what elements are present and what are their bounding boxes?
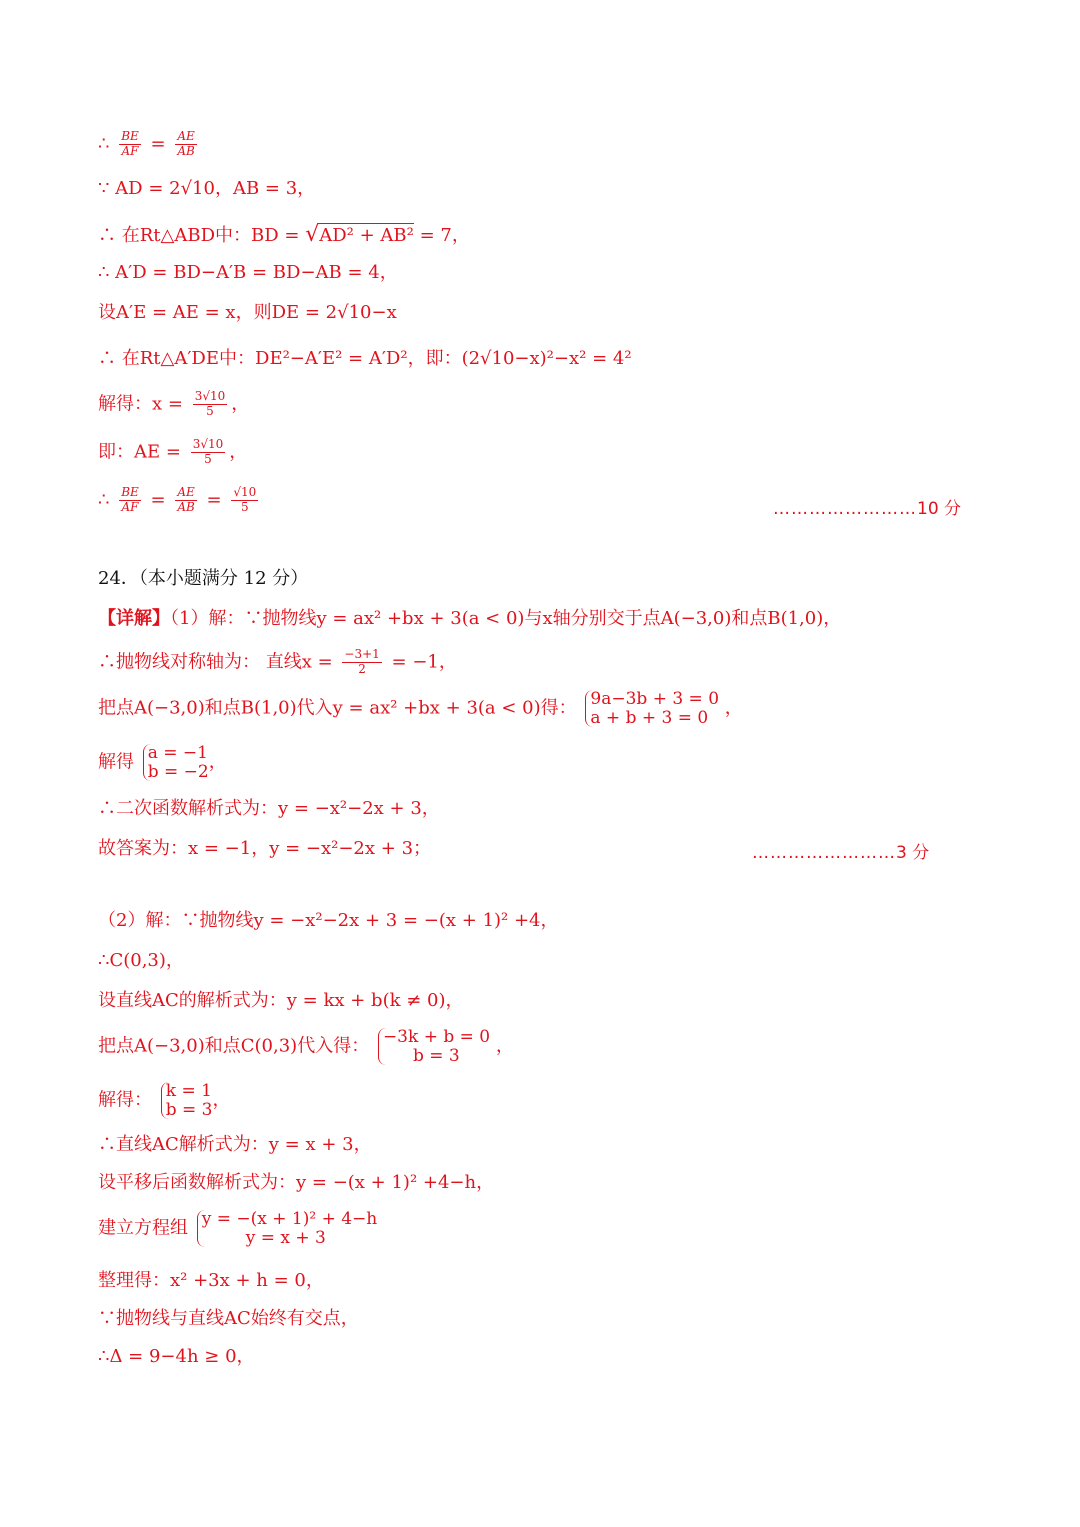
eq-solve-x: 解得：x = $\frac{3√10}{5}$ ， [98,389,250,418]
eq-ad-prime: ∴ A′D = BD−A′B = BD−AB = 4， [98,262,398,283]
eq-solve-kb: 解得： k = 1 b = 3 ， [98,1081,231,1120]
eq-substitute-points: 把点A(−3,0)和点B(1,0)代入y = ax² +bx + 3(a < 0)得： 9a−3b + 3 = 0 a + b + 3 = 0 ， [98,689,743,728]
eq-ratio-result: ∴ $\frac{BE}{AF}$ = $\frac{AE}{AB}$ = $\frac{√10}{5}$ [98,485,257,514]
eq-substitute-ac: 把点A(−3,0)和点C(0,3)代入得： −3k + b = 0 b = 3 ， [98,1027,514,1066]
eq-ae-value: 即：AE = $\frac{3√10}{5}$ ， [98,437,248,466]
question-header: 24．（本小题满分 12 分） [98,568,309,589]
eq-shifted: 设平移后函数解析式为：y = −(x + 1)² +4−h， [98,1172,495,1193]
eq-point-c: ∴C(0,3)， [98,950,184,971]
detail-step-1: 【详解】（1）解：∵抛物线y = ax² +bx + 3(a < 0)与x轴分别交于点A(−3,0)和点B(1,0)， [98,608,842,629]
eq-solve-ab: 解得 a = −1 b = −2 ， [98,743,227,782]
eq-ratio-1: ∴ $\frac{BE}{AF}$ = $\frac{AE}{AB}$ [98,129,195,158]
eq-intersect: ∵抛物线与直线AC始终有交点， [98,1308,359,1329]
eq-simplified: 整理得：x² +3x + h = 0， [98,1270,324,1291]
eq-discriminant: ∴Δ = 9−4h ≥ 0， [98,1346,255,1367]
eq-axis-of-symmetry: ∴抛物线对称轴为： 直线x = $\frac{-3+1}{2}$ = −1， [98,647,457,676]
eq-line-ac-form: 设直线AC的解析式为：y = kx + b(k ≠ 0)， [98,990,464,1011]
score-3: ……………………3 分 [752,843,930,863]
eq-quadratic: ∴二次函数解析式为：y = −x²−2x + 3， [98,798,440,819]
eq-given-lengths: ∵ AD = 2√10，AB = 3， [98,178,316,199]
score-10: ……………………10 分 [773,499,962,519]
eq-system: 建立方程组 y = −(x + 1)² + 4−h y = x + 3 [98,1209,378,1248]
eq-set-x: 设A′E = AE = x，则DE = 2√10−x [98,302,397,323]
eq-bd-length: ∴ 在Rt△ABD中：BD = √AD² + AB² = 7， [98,222,470,247]
eq-line-ac: ∴直线AC解析式为：y = x + 3， [98,1134,372,1155]
eq-answer-1: 故答案为：x = −1，y = −x²−2x + 3； [98,838,432,859]
eq-pythagoras: ∴ 在Rt△A′DE中：DE²−A′E² = A′D²，即：(2√10−x)²−x² = 4² [98,348,632,369]
detail-step-2: （2）解：∵抛物线y = −x²−2x + 3 = −(x + 1)² +4， [98,910,559,931]
